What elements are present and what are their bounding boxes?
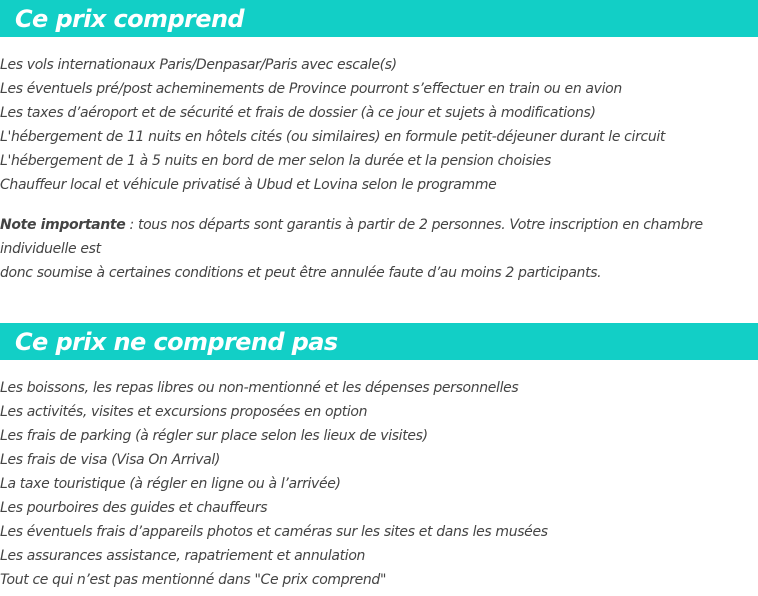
excluded-item: Les frais de parking (à régler sur place selon les lieux de visites) [0,428,428,444]
included-item: L'hébergement de 11 nuits en hôtels cités (ou similaires) en formule petit-déjeuner durant le circuit [0,129,666,145]
section-title-included: Ce prix comprend [15,4,245,33]
excluded-item: Les boissons, les repas libres ou non-mentionné et les dépenses personnelles [0,380,519,396]
included-item: Les éventuels pré/post acheminements de Province pourront s’effectuer en train ou en avion [0,81,622,97]
note-text-line1: : tous nos départs sont garantis à partir de 2 personnes. Votre inscription en chambre individuelle est [0,217,703,257]
excluded-item: Les activités, visites et excursions proposées en option [0,404,368,420]
excluded-item: Les frais de visa (Visa On Arrival) [0,452,221,468]
important-note [0,213,758,285]
excluded-item: Les assurances assistance, rapatriement et annulation [0,548,366,564]
included-list [0,53,758,197]
excluded-item: Tout ce qui n’est pas mentionné dans "Ce prix comprend" [0,572,387,588]
section-title-excluded: Ce prix ne comprend pas [15,327,338,356]
included-item: Chauffeur local et véhicule privatisé à Ubud et Lovina selon le programme [0,177,497,193]
excluded-item: Les éventuels frais d’appareils photos et caméras sur les sites et dans les musées [0,524,548,540]
excluded-list [0,376,758,592]
section-header-excluded [0,323,758,360]
excluded-item: Les pourboires des guides et chauffeurs [0,500,268,516]
note-text-line2: donc soumise à certaines conditions et peut être annulée faute d’au moins 2 participants. [0,265,602,281]
included-item: Les taxes d’aéroport et de sécurité et frais de dossier (à ce jour et sujets à modifications) [0,105,596,121]
included-item: L'hébergement de 1 à 5 nuits en bord de mer selon la durée et la pension choisies [0,153,551,169]
note-label: Note importante [0,217,126,233]
included-item: Les vols internationaux Paris/Denpasar/Paris avec escale(s) [0,57,397,73]
section-header-included [0,0,758,37]
excluded-item: La taxe touristique (à régler en ligne ou à l’arrivée) [0,476,341,492]
